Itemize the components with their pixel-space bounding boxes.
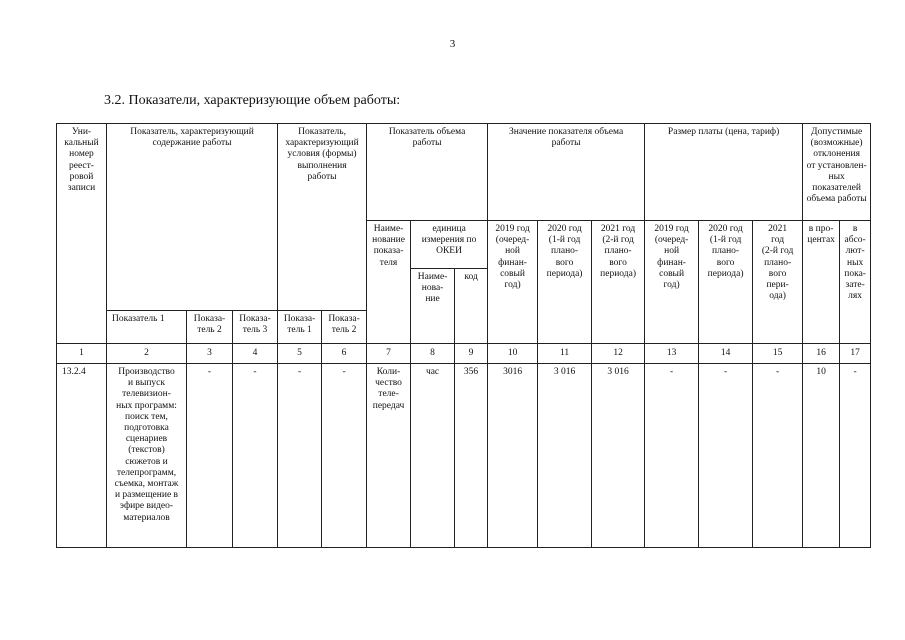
header-fee-2021: 2021 год (2-й год плано- вого пери- ода) [753, 221, 803, 344]
header-fee-2020: 2020 год (1-й год плано- вого периода) [699, 221, 753, 344]
header-volume-indicator: Показатель объема работы [367, 124, 488, 221]
column-number: 3 [187, 344, 233, 364]
header-allowed-deviations: Допустимые (возможные) отклонения от установлен- ных показателей объема работы [803, 124, 871, 221]
cell-content-ind2: - [187, 364, 233, 548]
header-content-ind1: Показатель 1 [107, 311, 187, 344]
column-number: 9 [455, 344, 488, 364]
header-cond-ind2: Показа- тель 2 [322, 311, 367, 344]
column-number: 7 [367, 344, 411, 364]
cell-value-2019: 3016 [488, 364, 538, 548]
cell-value-2020: 3 016 [538, 364, 592, 548]
header-year-2021: 2021 год (2-й год плано- вого периода) [592, 221, 645, 344]
cell-value-2021: 3 016 [592, 364, 645, 548]
cell-cond-ind2: - [322, 364, 367, 548]
header-conditions-indicator: Показатель, характеризующий условия (формы) выполнения работы [278, 124, 367, 311]
cell-fee-2021: - [753, 364, 803, 548]
cell-unique-number: 13.2.4 [57, 364, 107, 548]
cell-fee-2019: - [645, 364, 699, 548]
column-number: 5 [278, 344, 322, 364]
cell-unit-code: 356 [455, 364, 488, 548]
header-cond-ind1: Показа- тель 1 [278, 311, 322, 344]
cell-content-ind3: - [233, 364, 278, 548]
column-number: 2 [107, 344, 187, 364]
header-content-ind3: Показа- тель 3 [233, 311, 278, 344]
header-unit-code: код [455, 269, 488, 344]
cell-content-ind1: Производство и выпуск телевизион- ных программ: поиск тем, подготовка сценариев (текстов) сюжетов и телепрограмм, съемка, монтаж и размещение в эфире видео- материалов [107, 364, 187, 548]
column-number: 14 [699, 344, 753, 364]
header-content-indicator: Показатель, характеризующий содержание работы [107, 124, 278, 311]
header-dev-absolute: в абсо- лют- ных пока- зате- лях [840, 221, 871, 344]
section-title: 3.2. Показатели, характеризующие объем работы: [104, 93, 401, 108]
cell-indicator-name: Коли- чество теле- передач [367, 364, 411, 548]
header-indicator-name: Наиме- нование показа- теля [367, 221, 411, 344]
column-number: 16 [803, 344, 840, 364]
cell-dev-percent: 10 [803, 364, 840, 548]
header-fee-2019: 2019 год (очеред- ной финан- совый год) [645, 221, 699, 344]
column-number: 10 [488, 344, 538, 364]
header-volume-value: Значение показателя объема работы [488, 124, 645, 221]
column-number: 12 [592, 344, 645, 364]
header-unit-name: Наиме- нова- ние [411, 269, 455, 344]
column-number: 1 [57, 344, 107, 364]
header-year-2019: 2019 год (очеред- ной финан- совый год) [488, 221, 538, 344]
column-number: 6 [322, 344, 367, 364]
header-unit-okei: единица измерения по ОКЕИ [411, 221, 488, 269]
page-number: 3 [449, 38, 456, 50]
header-dev-percent: в про- центах [803, 221, 840, 344]
cell-fee-2020: - [699, 364, 753, 548]
work-volume-table [56, 123, 871, 548]
column-number: 11 [538, 344, 592, 364]
column-number: 15 [753, 344, 803, 364]
cell-dev-absolute: - [840, 364, 871, 548]
cell-cond-ind1: - [278, 364, 322, 548]
header-content-ind2: Показа- тель 2 [187, 311, 233, 344]
column-number: 4 [233, 344, 278, 364]
header-fee-size: Размер платы (цена, тариф) [645, 124, 803, 221]
header-unique-number: Уни- кальный номер реест- ровой записи [57, 124, 107, 344]
table-row [57, 364, 871, 548]
column-number: 8 [411, 344, 455, 364]
header-year-2020: 2020 год (1-й год плано- вого периода) [538, 221, 592, 344]
column-number: 13 [645, 344, 699, 364]
cell-unit-name: час [411, 364, 455, 548]
column-number: 17 [840, 344, 871, 364]
